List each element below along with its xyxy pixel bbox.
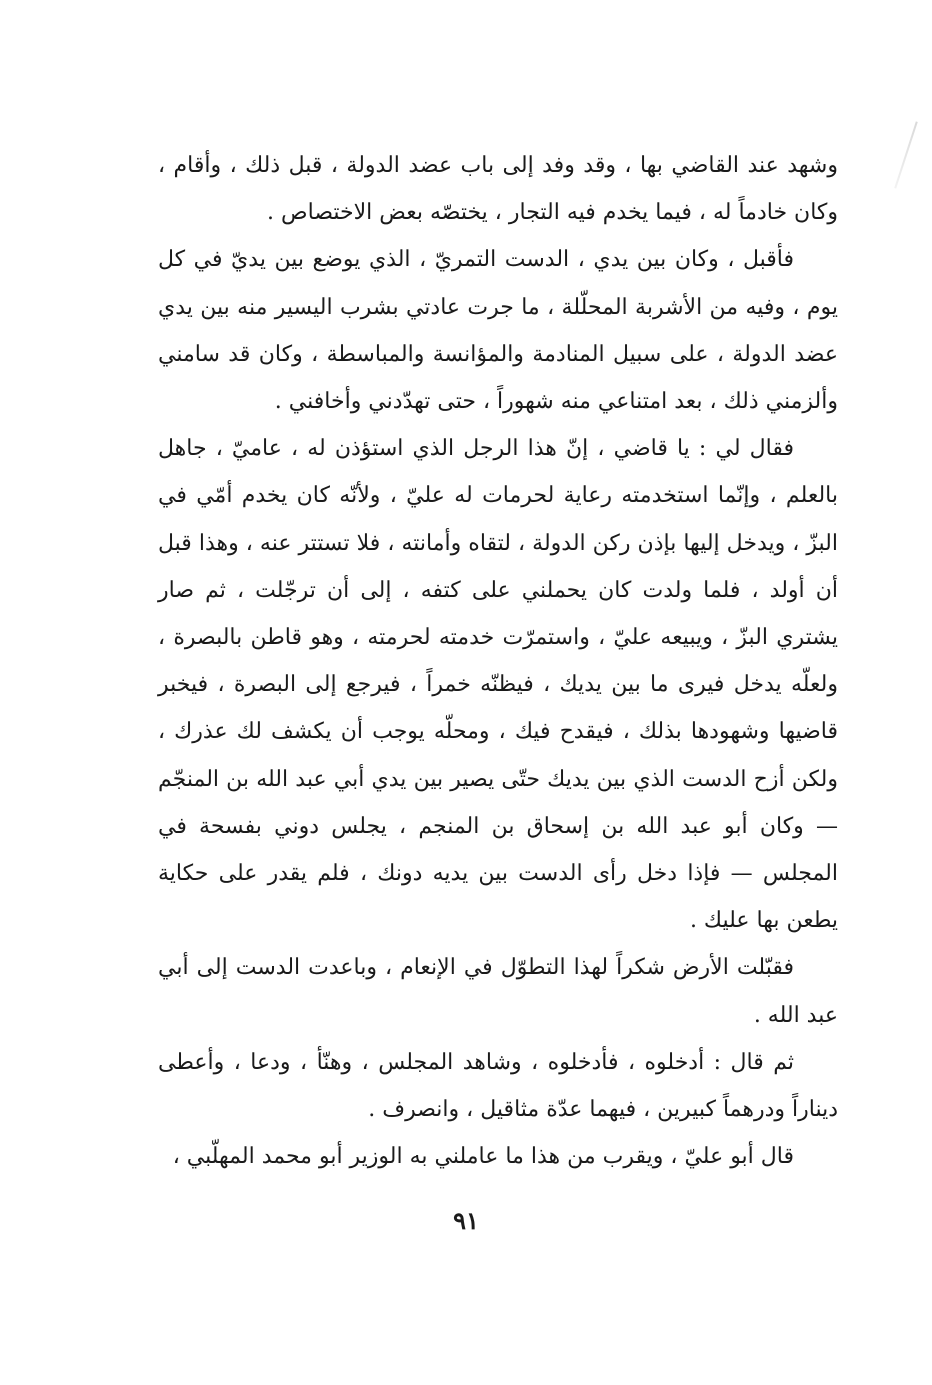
page-edge-mark bbox=[894, 121, 918, 188]
paragraph: قال أبو عليّ ، ويقرب من هذا ما عاملني به الوزير أبو محمد المهلّبي ، bbox=[172, 1144, 794, 1170]
page-number: ٩١ bbox=[453, 1206, 479, 1235]
paragraph: فقبّلت الأرض شكراً لهذا التطوّل في الإنعام ، وباعدت الدست إلى أبي عبد الله . bbox=[158, 955, 838, 1028]
paragraph: فقال لي : يا قاضي ، إنّ هذا الرجل الذي استؤذن له ، عاميّ ، جاهل بالعلم ، وإنّما استخدمته رعاية لحرمات له عليّ ، ولأنّه كان يخدم أمّي في البزّ ، ويدخل إليها بإذن ركن الدولة ، لتقاه وأمانته ، فلا تستتر عنه ، وهذا قبل أن أولد ، فلما ولدت كان يحملني على كتفه ، إلى أن ترجّلت ، ثم صار يشتري البزّ ، ويبيعه عليّ ، واستمرّت خدمته لحرمته ، وهو قاطن بالبصرة ، ولعلّه يدخل فيرى ما بين يديك ، فيظنّه خمراً ، فيرجع إلى البصرة ، فيخبر قاضيها وشهودها بذلك ، فيقدح فيك ، ومحلّه يوجب أن يكشف لك عذرك ، ولكن أزح الدست الذي بين يديك حتّى يصير بين يدي أبي عبد الله بن المنجّم— وكان أبو عبد الله بن إسحاق بن المنجم ، يجلس دوني بفسحة في المجلس — فإذا دخل رأى الدست بين يديه دونك ، فلم يقدر على حكاية يطعن بها عليك . bbox=[158, 436, 838, 934]
paragraph: ثم قال : أدخلوه ، فأدخلوه ، وشاهد المجلس ، وهنّأ ، ودعا ، وأعطى ديناراً ودرهماً كبيرين ، فيهما عدّة مثاقيل ، وانصرف . bbox=[158, 1049, 838, 1123]
paragraph: فأقبل ، وكان بين يدي ، الدست التمريّ ، الذي يوضع بين يديّ في كل يوم ، وفيه من الأشربة المحلّلة ، ما جرت عادتي بشرب اليسير منه بين يدي عضد الدولة ، على سبيل المنادمة والمؤانسة والمباسطة ، وكان قد سامني وألزمني ذلك ، بعد امتناعي منه شهوراً ، حتى تهدّدني وأخافني . bbox=[158, 247, 838, 415]
body-text bbox=[158, 142, 838, 1180]
paragraph: وشهد عند القاضي بها ، وقد وفد إلى باب عضد الدولة ، قبل ذلك ، وأقام ، وكان خادماً له ، فيما يخدم فيه التجار ، يختصّه بعض الاختصاص . bbox=[158, 153, 838, 226]
